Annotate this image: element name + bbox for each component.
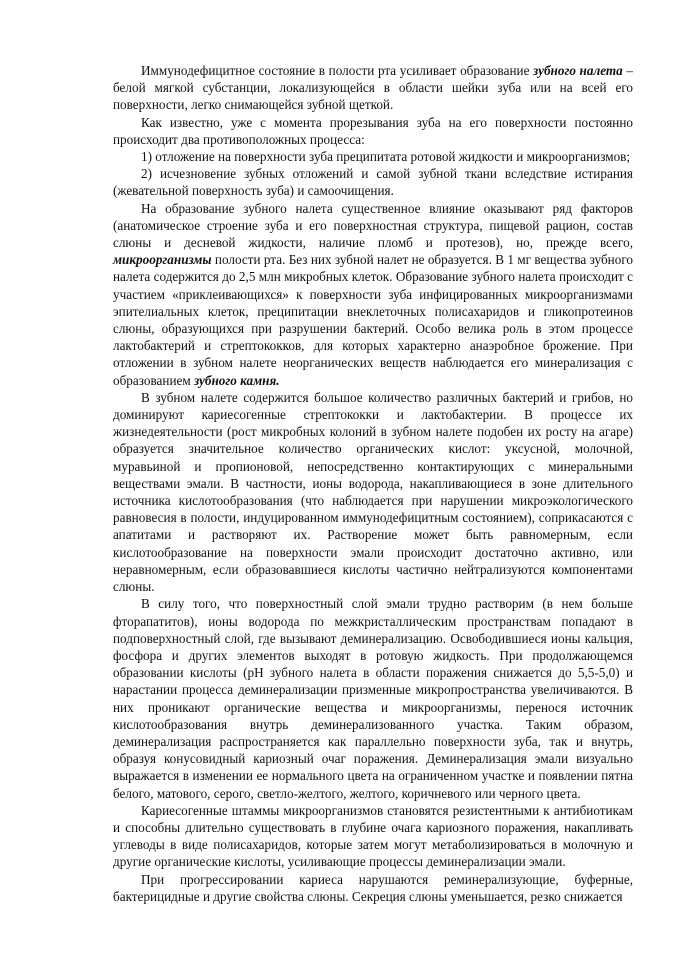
term-dental-plaque: зубного налета <box>533 63 623 78</box>
list-item-2 <box>113 165 633 199</box>
term-microorganisms: микроорганизмы <box>113 252 212 268</box>
paragraph-5 <box>113 595 633 801</box>
text-run: 1) отложение на поверхности зуба преципитата ротовой жидкости и микроорганизмов; <box>141 149 631 165</box>
text-run: При прогрессировании кариеса нарушаются реминерализующие, буферные, бактерицидные и другие свойства слюны. Секреция слюны уменьшается, резко снижается <box>113 871 633 904</box>
paragraph-7 <box>113 871 633 905</box>
paragraph-6 <box>113 802 633 871</box>
paragraph-1 <box>113 62 633 114</box>
paragraph-3 <box>113 200 633 389</box>
text-run: Как известно, уже с момента прорезывания зуба на его поверхности постоянно происходит два противоположных процесса: <box>113 114 633 147</box>
text-run: полости рта. Без них зубной налет не образуется. В 1 мг вещества зубного налета содержится до 2,5 млн микробных клеток. Образование зубного налета происходит с участием «приклеивающихся» к поверхности зуба инфицированных микроорганизмами эпителиальных клеток, преципитации внеклеточных полисахаридов и гликопротеинов слюны, образующихся при разрушении бактерий. Особо велика роль в этом процессе лактобактерий и стрептококков, для которых характерно анаэробное брожение. При отложении в зубном налете неорганических веществ наблюдается его минерализация с образованием <box>113 252 633 388</box>
text-run: Кариесогенные штаммы микроорганизмов становятся резистентными к антибиотикам и способны длительно существовать в глубине очага кариозного поражения, накапливать углеводы в виде полисахаридов, которые затем могут метаболизироваться в молочную и другие органические кислоты, усиливающие процессы деминерализации эмали. <box>113 802 633 870</box>
text-run: – белой мягкой субстанции, локализующейся в области шейки зуба или на всей его поверхности, легко снимающейся зубной щеткой. <box>113 63 633 113</box>
term-dental-calculus: зубного камня. <box>194 372 280 388</box>
text-run: На образование зубного налета существенное влияние оказывают ряд факторов (анатомическое строение зуба и его поверхностная структура, пищевой рацион, состав слюны и десневой жидкости, наличие пломб и протезов), но, прежде всего, <box>113 200 633 251</box>
document-body <box>113 62 633 905</box>
text-run: В силу того, что поверхностный слой эмали трудно растворим (в нем больше фторапатитов), ионы водорода по межкристаллическим пространствам попадают в подповерхностный слой, где вызывают деминерализацию. Освободившиеся ионы кальция, фосфора и других элементов выходят в ротовую жидкость. При продолжающемся образовании кислоты (pH зубного налета в области поражения снижается до 5,5-5,0) и нарастании процесса деминерализации призменные микропространства увеличиваются. В них проникают органические вещества и микроорганизмы, перенося источник кислотообразования внутрь деминерализованного участка. Таким образом, деминерализация распространяется как параллельно поверхности зуба, так и внутрь, образуя конусовидный кариозный очаг поражения. Деминерализация эмали визуально выражается в изменении ее нормального цвета на ограниченном участке и появлении пятна белого, матового, серого, светло-желтого, желтого, коричневого или черного цвета. <box>113 596 633 801</box>
paragraph-2 <box>113 114 633 148</box>
list-item-1 <box>113 148 633 165</box>
text-run: В зубном налете содержится большое количество различных бактерий и грибов, но доминируют кариесогенные стрептококки и лактобактерии. В процессе их жизнедеятельности (рост микробных колоний в зубном налете подобен их росту на агаре) образуется значительное количество органических кислот: уксусной, молочной, муравьиной и пропионовой, непосредственно контактирующих с минеральными веществами эмали. В частности, ионы водорода, накапливающиеся в зоне длительного источника кислотообразования (что наблюдается при нарушении микроэкологического равновесия в полости, индуцированном иммунодефицитным состоянием), соприкасаются с апатитами и растворяют их. Растворение может быть равномерным, если кислотообразование на поверхности эмали происходит достаточно активно, или неравномерным, если образовавшиеся кислоты частично нейтрализуются компонентами слюны. <box>113 389 633 595</box>
paragraph-4 <box>113 389 633 595</box>
text-run: 2) исчезновение зубных отложений и самой зубной ткани вследствие истирания (жевательной поверхность зуба) и самоочищения. <box>113 166 633 199</box>
text-run: Иммунодефицитное состояние в полости рта усиливает образование <box>141 63 534 78</box>
